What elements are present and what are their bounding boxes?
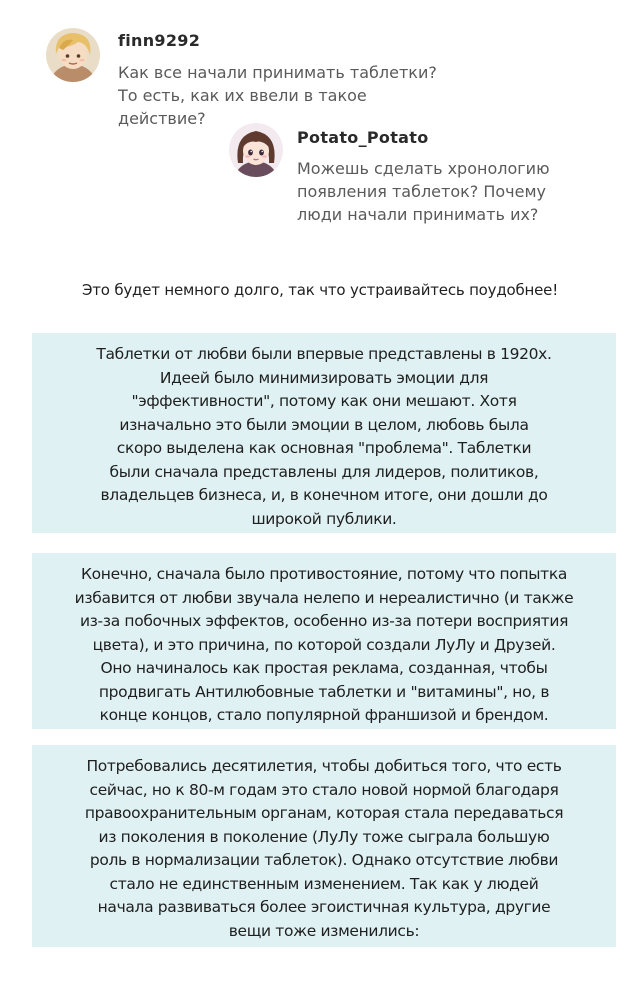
reply-avatar[interactable] <box>229 123 283 177</box>
history-block-decades <box>32 745 616 947</box>
block-line: продвигать Антилюбовные таблетки и "витамины", но, в <box>98 682 550 701</box>
block-line: конце концов, стало популярной франшизой и брендом. <box>99 706 549 724</box>
question-line: Как все начали принимать таблетки? <box>118 63 437 82</box>
block-line: были сначала представлены для лидеров, политиков, <box>109 462 539 481</box>
block-line: "эффективности", потому как они мешают. Хотя <box>131 392 517 410</box>
question-line: То есть, как их ввели в такое <box>118 86 367 105</box>
history-block-1920s <box>32 333 616 533</box>
anime-avatar-brown-hair-icon <box>229 123 283 177</box>
block-line: избавится от любви звучала нелепо и нереалистично (и также <box>74 588 574 607</box>
block-line: стало не единственным изменением. Так как у людей <box>109 874 539 893</box>
block-line: правоохранительным органам, которая стала передаваться <box>84 804 564 822</box>
block-line: Идеей было минимизировать эмоции для <box>159 368 489 387</box>
block-line: вещи тоже изменились: <box>228 921 420 940</box>
anime-avatar-blonde-icon <box>46 28 100 82</box>
block-line: Оно начиналось как простая реклама, созданная, чтобы <box>100 659 548 677</box>
reply-line: Можешь сделать хронологию <box>297 159 550 178</box>
block-line: из поколения в поколение (ЛуЛу тоже сыграла большую <box>98 827 550 846</box>
block-line: изначально это были эмоции в целом, любовь была <box>119 415 529 434</box>
block-line: владельцев бизнеса, и, в конечном итоге, они дошли до <box>100 486 548 504</box>
reply-text <box>297 157 550 226</box>
question-username[interactable]: finn9292 <box>118 31 201 50</box>
question-line: действие? <box>118 109 206 128</box>
block-line: цвета), и это причина, по которой создали ЛуЛу и Друзей. <box>92 635 556 654</box>
reply-line: появления таблеток? Почему <box>297 182 547 201</box>
block-line: Конечно, сначала было противостояние, потому что попытка <box>81 565 567 583</box>
block-line: скоро выделена как основная "проблема". Таблетки <box>116 439 532 457</box>
question-avatar[interactable] <box>46 28 100 82</box>
question-text <box>118 61 437 130</box>
reply-line: люди начали принимать их? <box>297 205 539 224</box>
reply-username[interactable]: Potato_Potato <box>297 128 429 147</box>
history-block-lulu <box>32 553 616 729</box>
block-line: сейчас, но к 80-м годам это стало новой нормой благодаря <box>89 780 559 799</box>
block-line: роль в нормализации таблеток). Однако отсутствие любви <box>89 851 559 869</box>
block-line: широкой публики. <box>251 509 397 528</box>
block-line: Таблетки от любви были впервые представлены в 1920х. <box>96 345 552 363</box>
block-line: Потребовались десятилетия, чтобы добиться того, что есть <box>86 757 562 775</box>
intro-text: Это будет немного долго, так что устраивайтесь поудобнее! <box>81 281 559 299</box>
block-line: начала развиваться более эгоистичная культура, другие <box>97 898 551 916</box>
block-line: из-за побочных эффектов, особенно из-за потери восприятия <box>79 612 569 630</box>
